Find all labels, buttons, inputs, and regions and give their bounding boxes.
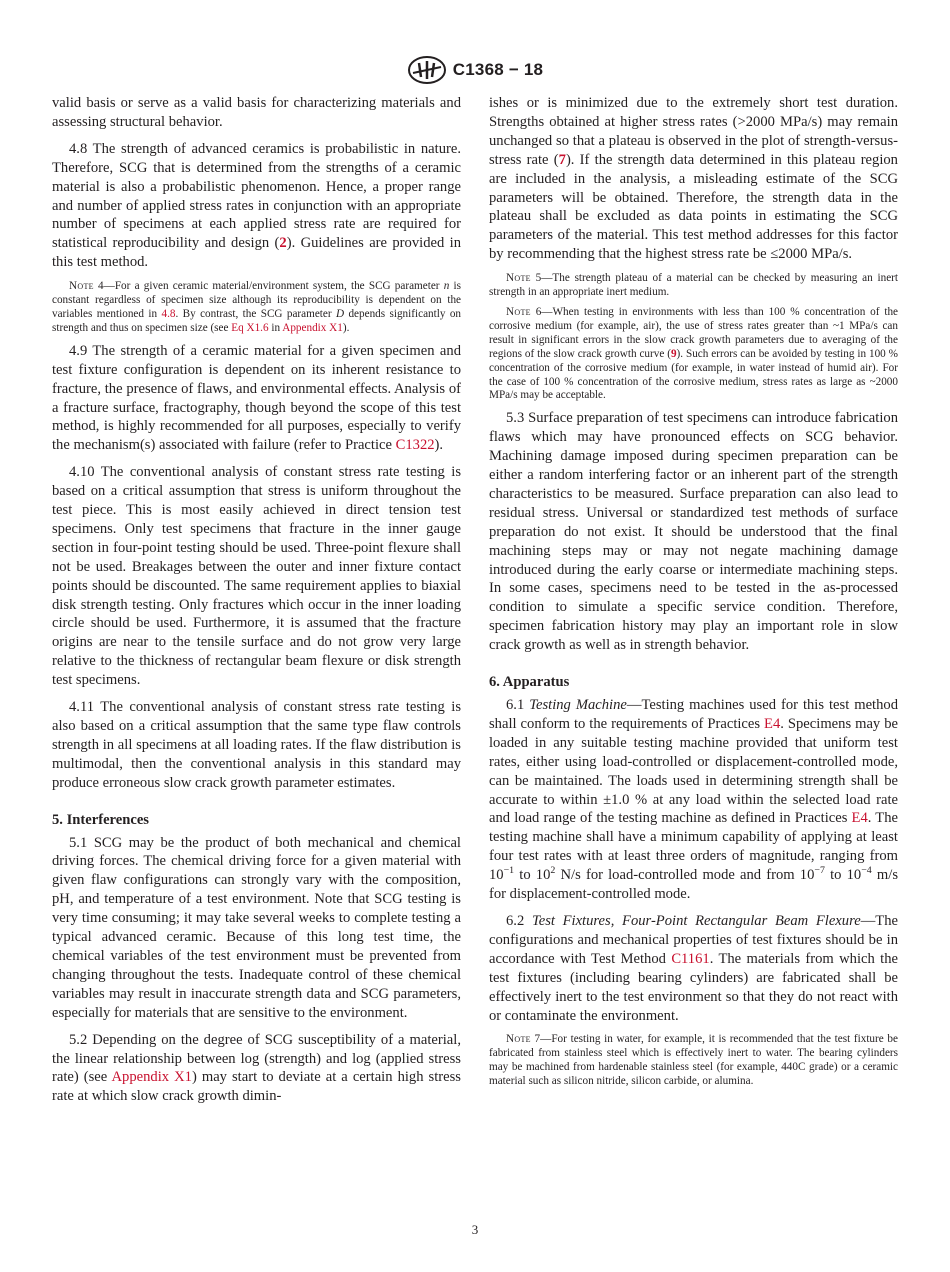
text: depends significantly on strength and thus on specimen size (see (52, 307, 462, 334)
text: . By contrast, the SCG parameter (175, 307, 336, 320)
body-paragraph (52, 463, 461, 690)
text: to 10 (514, 867, 551, 884)
reference-link[interactable]: C1161 (671, 950, 710, 967)
section-heading (489, 673, 898, 692)
text: 5.3 Surface preparation of test specimens can introduce fabrication flaws which may have pronounced effects on SCG behavior. Machining damage imposed during specimen preparation can be either a random interfering factor or an inherent part of the strength characteristics to be measured. Surface preparation can also lead to residual stress. Universal or standardized test methods of surface preparation do not exist. It should be understood that the final machining steps may or may not negate machining damage introduced during the early coarse or intermediate machining steps. In some cases, specimens need to be tested in the as-processed condition to simulate a specific service condition. Therefore, specimen fabrication history may play an important role in slow crack growth as well as in strength behavior. (489, 410, 898, 654)
italic-text: n (443, 280, 450, 293)
text: 5. Interferences (52, 811, 149, 828)
document-designation: C1368 − 18 (452, 60, 544, 79)
reference-link[interactable]: 2 (279, 235, 287, 252)
text: . The testing machine shall have a minimum capability of applying at least four test rates with at least three orders of magnitude, ranging from 10 (489, 810, 898, 884)
text: ) may start to deviate at a certain high stress rate at which slow crack growth dimin- (52, 1069, 461, 1105)
text: to 10 (824, 867, 862, 884)
text: —Testing machines used for this test method shall conform to the requirements of Practices (489, 697, 899, 732)
text: 5.2 Depending on the degree of SCG susceptibility of a material, the linear relationship between log (strength) and log (applied stress rate) (see (52, 1031, 461, 1086)
body-paragraph (52, 140, 461, 272)
text: 4.10 The conventional analysis of constant stress rate testing is based on a critical assumption that stress is uniform throughout the test piece. This is most easily achieved in direct tension test specimens. Only test specimens that fracture in the inner gauge section in four-point testing should be used. Three-point flexure shall not be used. Breakages between the outer and inner fixture contact points should be discounted. The same requirement applies to biaxial disk strength testing. Only fractures which occur in the inner loading circle should be used. Furthermore, it is assumed that the fracture origins are near to the tensile surface and do not grow very large relative to the thickness of rectangular beam flexure or disk strength test specimens. (52, 464, 461, 689)
body-paragraph (52, 834, 461, 1023)
text: . Specimens may be loaded in any suitable testing machine provided that uniform test rates, either using load-controlled or displacement-controlled mode, can be maintained. The loads used in determining strength shall be accurate to within ±1.0 % at any load within the selected load rate and load range of the testing machine as defined in Practices (489, 715, 898, 827)
text: 4—For a given ceramic material/environment system, the SCG parameter (93, 280, 444, 293)
text: 6.2 (506, 912, 532, 929)
superscript: −7 (814, 865, 825, 877)
reference-link[interactable]: 7 (558, 151, 566, 168)
text: 5—The strength plateau of a material can be checked by measuring an inert strength in an appropriate inert medium. (489, 272, 898, 299)
superscript: −4 (861, 865, 872, 877)
text: ). (434, 437, 444, 454)
superscript: 2 (550, 865, 556, 877)
text: 6. Apparatus (489, 674, 570, 691)
note-label: Note (69, 280, 94, 293)
text: 4.8 The strength of advanced ceramics is probabilistic in nature. Therefore, SCG that is determined from the strengths of a ceramic material is also a probabilistic phenomenon. Hence, a proper range and number of applied stress rates in conjunction with an appropriate number of specimens at each applied stress rate are required for statistical reproducibility and design ( (52, 140, 461, 252)
text: ). (342, 321, 350, 334)
astm-logo-icon (407, 55, 447, 85)
text: 7—For testing in water, for example, it is recommended that the test fixture be fabricated from stainless steel which is effectively inert to water. The bearing cylinders may be machined from hardenable stainless steel (for example, 440C grade) or a ceramic material such as silicon nitride, silicon carbide, or alumina. (489, 1033, 898, 1088)
body-paragraph (489, 912, 898, 1025)
reference-link[interactable]: 4.8 (161, 307, 176, 320)
text: in (268, 321, 283, 334)
body-paragraph (489, 409, 898, 655)
note-paragraph (489, 272, 898, 300)
right-column (489, 94, 898, 1095)
text: is constant regardless of specimen size although its reproducibility is dependent on the variables mentioned in (52, 280, 461, 320)
text: 4.11 The conventional analysis of constant stress rate testing is also based on a critical assumption that the same type flaw controls strength in all specimens at all loading rates. If the flaw distribution is multimodal, then the conventional analysis in this standard may produce erroneous slow crack growth parameter estimates. (52, 699, 461, 791)
page-header (0, 55, 950, 85)
body-paragraph (52, 342, 461, 455)
text: 6—When testing in environments with less than 100 % concentration of the corrosive medium (for example, air), the use of stress rates greater than ~1 MPa/s can result in significant errors in the slow crack growth parameters due to averaging of the regions of the slow crack growth curve ( (489, 305, 898, 360)
reference-link[interactable]: Eq X1.6 (231, 321, 269, 334)
section-heading (52, 811, 461, 830)
reference-link[interactable]: Appendix X1 (282, 321, 343, 334)
text: ). Such errors can be avoided by testing in 100 % concentration of the corrosive medium (for example, in water instead of humid air). For the case of 100 % concentration of the corrosive medium, stress rates as large as ~2000 MPa/s may be acceptable. (489, 347, 898, 402)
italic-text: Test Fixtures, Four-Point Rectangular Beam Flexure (531, 912, 861, 929)
text: —The configurations and mechanical properties of test fixtures should be in accordance with Test Method (489, 912, 898, 967)
text: ishes or is minimized due to the extremely short test duration. Strengths obtained at higher stress rates (>2000 MPa/s) may remain unchanged so that a plateau is observed in the plot of strength-versus-stress rate ( (489, 95, 898, 168)
text: valid basis or serve as a valid basis for characterizing materials and assessing structural behavior. (52, 95, 461, 130)
page-number: 3 (471, 1222, 479, 1237)
body-paragraph (52, 94, 461, 132)
note-paragraph (489, 306, 898, 403)
text: . The materials from which the test fixtures (including bearing cylinders) are fabricated shall be effectively inert to the test environment so that they do not react with or contaminate the environment. (489, 950, 898, 1024)
reference-link[interactable]: C1322 (395, 437, 435, 454)
reference-link[interactable]: E4 (764, 715, 781, 732)
body-paragraph (489, 696, 898, 904)
body-paragraph (489, 94, 898, 264)
reference-link[interactable]: E4 (851, 810, 868, 827)
note-label: Note (506, 305, 531, 318)
text: 6.1 (506, 697, 530, 713)
note-label: Note (506, 272, 531, 285)
body-paragraph (52, 1031, 461, 1107)
left-column (52, 94, 461, 1114)
text: ). If the strength data determined in this plateau region are included in the analysis, a misleading estimate of the SCG parameters will be obtained. Therefore, the strength data in the plateau shall be excluded as data points in estimating the SCG parameters of the material. This test method addresses for this factor by recommending that the highest stress rate be ≤2000 MPa/s. (489, 151, 898, 263)
note-paragraph (52, 280, 461, 336)
reference-link[interactable]: 9 (670, 347, 677, 360)
note-paragraph (489, 1033, 898, 1089)
italic-text: Testing Machine (529, 697, 627, 713)
note-label: Note (506, 1033, 531, 1046)
italic-text: D (335, 307, 345, 320)
superscript: −1 (503, 865, 515, 877)
text: 4.9 The strength of a ceramic material for a given specimen and test fixture configuration is dependent on its inherent resistance to fracture, the presence of flaws, and environmental effects. Analysis of a fracture surface, fractography, though beyond the scope of this test method, is highly recommended for all purposes, especially to verify the mechanism(s) associated with failure (refer to Practice (52, 342, 461, 454)
text: ). Guidelines are provided in this test method. (52, 235, 461, 271)
body-paragraph (52, 698, 461, 793)
text: m/s for displacement-controlled mode. (489, 867, 898, 903)
reference-link[interactable]: Appendix X1 (111, 1069, 192, 1086)
text: N/s for load-controlled mode and from 10 (555, 867, 815, 884)
text: 5.1 SCG may be the product of both mechanical and chemical driving forces. The chemical driving force for a given material with given flaw configurations can strongly vary with the composition, pH, and temperature of a test environment. Note that SCG testing is very time consuming; it may take several weeks to complete testing a typical advanced ceramic. Because of this long test time, the chemical variables of the test environment must be prevented from changing throughout the tests. Inadequate control of these chemical variables may result in inaccurate strength data and SCG parameters, especially for materials that are sensitive to the environment. (52, 834, 461, 1021)
